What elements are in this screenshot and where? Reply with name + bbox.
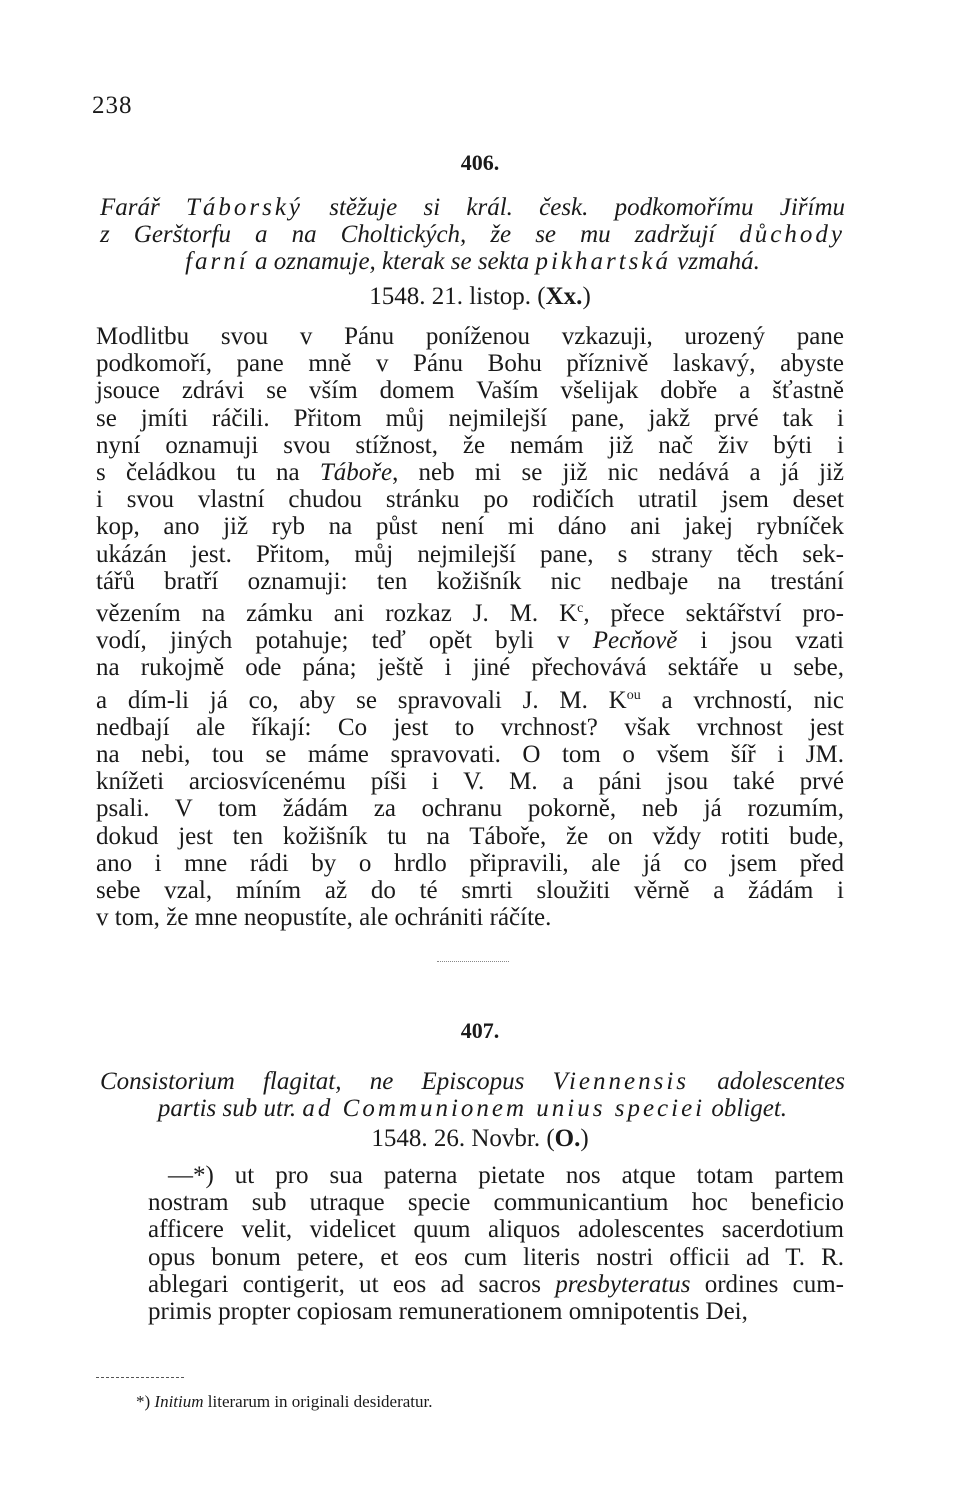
heading-line: Farář Táborský stěžuje si král. česk. podkomořímu Jiřímu — [100, 194, 845, 221]
text-line: nedbají ale říkají: Co jest to vrchnost? však vrchnost jest — [96, 713, 844, 741]
text-line: sebe vzal, míním až do té smrti sloužiti věrně a žádám i — [96, 877, 844, 905]
footnote — [136, 1392, 433, 1412]
document-body — [148, 1162, 844, 1325]
text-line: opus bonum petere, et eos cum literis nostri officii ad T. R. — [148, 1243, 844, 1271]
text-line: na rukojmě ode pána; ještě i jiné přechovává sektáře u sebe, — [96, 654, 844, 682]
text-line: s čeládkou tu na Táboře, neb mi se již nic nedává a já již — [96, 459, 844, 487]
italic-text: Táboře — [319, 459, 393, 487]
spaced-text: ad Communionem unius speciei — [302, 1095, 706, 1122]
spaced-text: pikhartská — [535, 248, 671, 275]
text-line: Modlitbu svou v Pánu poníženou vzkazuji, urozený pane — [96, 323, 844, 350]
footnote-mark: *) — [136, 1392, 155, 1411]
text-line: i svou vlastní chudou stránku po rodičích utratil jsem deset — [96, 486, 844, 514]
source-mark: Xx. — [545, 283, 583, 310]
text-line: a dím-li já co, aby se spravovali J. M. $K^{ou}$ a vrchností, nic — [96, 686, 844, 714]
document-heading — [100, 194, 845, 275]
document-date — [0, 1125, 960, 1153]
text-line: v tom, že mne neopustíte, ale ochrániti ráčíte. — [96, 904, 552, 932]
document-number: 406. — [460, 150, 500, 175]
date-close: ) — [582, 283, 591, 310]
text-line: primis propter copiosam remunerationem omnipotentis Dei, — [148, 1298, 748, 1326]
document-body — [96, 323, 844, 931]
spaced-text: důchody — [739, 221, 845, 248]
superscript-text: ou — [626, 687, 641, 703]
text-line: na nebi, tou se máme spravovati. O tom o všem šíř i JM. — [96, 741, 844, 769]
section-separator — [437, 961, 509, 964]
text-line: tářů bratří oznamuji: ten kožišník nic nedbaje na trestání — [96, 567, 844, 595]
footnote-rule — [96, 1377, 184, 1378]
text-line: ukázán jest. Přitom, můj nejmilejší pane, s strany těch sek- — [96, 540, 844, 568]
text-line: —*) ut pro sua paterna pietate nos atque totam partem — [168, 1162, 844, 1189]
text-line: psali. V tom žádám za ochranu pokorně, neb já rozumím, — [96, 795, 844, 823]
superscript-text: c — [577, 601, 584, 617]
text-line: jsouce zdrávi se vším domem Vaším všelijak dobře a šťastně — [96, 377, 844, 405]
date-text: 1548. 21. listop. ( — [369, 283, 546, 310]
text-line: vězením na zámku ani rozkaz J. M. $K^c$, přece sektářství pro- — [96, 600, 844, 628]
italic-text: presbyteratus — [555, 1270, 691, 1298]
heading-line: z Gerštorfu a na Choltických, že se mu zadržují důchody — [100, 221, 845, 248]
document-date — [0, 283, 960, 311]
text-line: dokud jest ten kožišník tu na Táboře, že on vždy rotiti bude, — [96, 822, 844, 850]
heading-line: partis sub utr. ad Communionem unius speciei obliget. — [157, 1095, 788, 1122]
text-line: nyní oznamuji svou stížnost, že nemám již nač živ býti i — [96, 431, 844, 459]
text-line: kop, ano již ryb na půst není mi dáno ani jakej rybníček — [96, 513, 844, 541]
source-mark: O. — [554, 1125, 581, 1152]
text-line: nostram sub utraque specie communicantium hoc beneficio — [148, 1189, 844, 1217]
text-line: ablegari contigerit, ut eos ad sacros presbyteratus ordines cum- — [148, 1270, 844, 1298]
spaced-text: Viennensis — [552, 1068, 690, 1095]
text-line: se jmíti ráčili. Přitom můj nejmilejší pane, jakž prvé tak i — [96, 404, 844, 432]
document-number: 407. — [460, 1018, 500, 1043]
text-line: ano i mne rádi by o hrdlo připravili, ale já co jsem před — [96, 849, 844, 877]
text-line: podkomoří, pane mně v Pánu Bohu příznivě laskavý, abyste — [96, 350, 844, 378]
footnote-italic: Initium — [154, 1392, 204, 1411]
date-close: ) — [580, 1125, 589, 1152]
text-line: knížeti arciosvícenému píši i V. M. a páni jsou také prvé — [96, 768, 844, 796]
spaced-text: farní — [185, 248, 249, 275]
document-heading — [100, 1068, 845, 1122]
spaced-text: Táborský — [185, 194, 304, 221]
page-number: 238 — [92, 92, 133, 119]
italic-text: Pecňově — [592, 627, 678, 655]
footnote-text: literarum in originali desideratur. — [203, 1392, 433, 1411]
heading-line: farní a oznamuje, kterak se sekta pikhartská vzmahá. — [185, 248, 760, 275]
heading-line: Consistorium flagitat, ne Episcopus Viennensis adolescentes — [100, 1068, 846, 1095]
text-line: vodí, jiných potahuje; teď opět byli v Pecňově i jsou vzati — [96, 627, 844, 655]
text-line: afficere velit, videlicet quum aliquos adolescentes sacerdotium — [148, 1216, 844, 1244]
date-text: 1548. 26. Novbr. ( — [371, 1125, 555, 1152]
